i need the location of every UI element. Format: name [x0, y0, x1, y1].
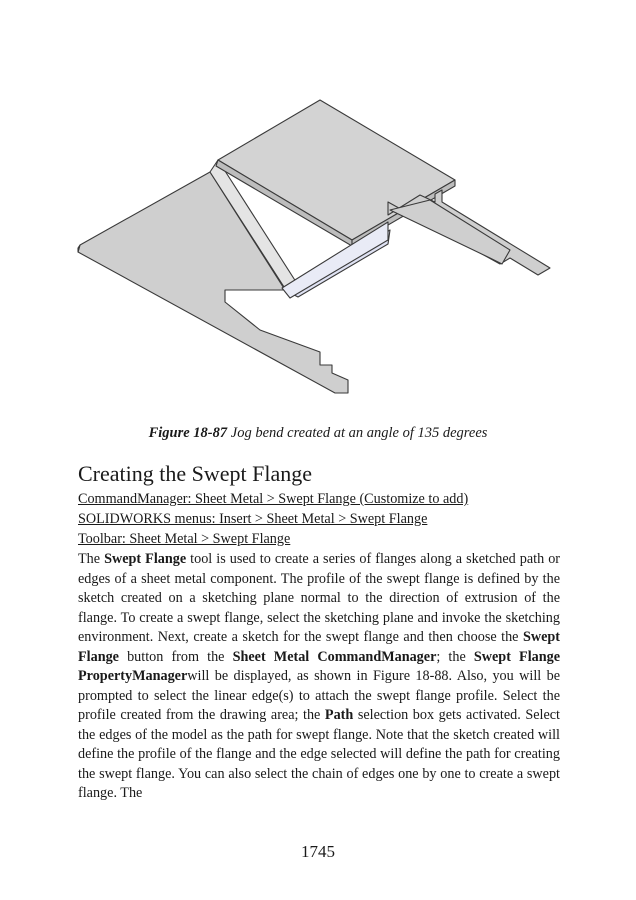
access-paths — [78, 489, 468, 549]
section-title: Creating the Swept Flange — [78, 461, 313, 486]
body-text-1: The — [78, 551, 105, 567]
body-bold-swept-flange-2: Swept Flange — [78, 629, 560, 665]
body-bold-path: Path — [324, 707, 354, 723]
figure-label: Figure 18-87 — [148, 425, 228, 441]
body-bold-propertymanager: Swept Flange PropertyManager — [78, 648, 561, 684]
figure-caption — [0, 425, 636, 442]
body-text-2: tool is used to create a series of flanges along a sketched path or edges of a sheet metal component. The profile of the swept flange is defined by the sketch created on a sketching plane normal to the direction of extrusion of the flange. To create a swept flange, select the sketching plane and invoke the sketching environment. Next, create a sketch for the swept flange and then choose the — [78, 551, 561, 645]
jog-bend-figure — [70, 90, 570, 410]
body-text-5: will be displayed, as shown in Figure 18-88. Also, you will be prompted to select the linear edge(s) to attach the swept flange profile. Select the profile created from the drawing area; the — [78, 668, 560, 723]
body-paragraph — [78, 550, 560, 804]
access-path-commandmanager: CommandManager: Sheet Metal > Swept Flange (Customize to add) — [78, 491, 469, 507]
body-text-3: button from the — [118, 648, 233, 665]
figure-caption-text: Jog bend created at an angle of 135 degrees — [230, 425, 488, 441]
access-path-toolbar: Toolbar: Sheet Metal > Swept Flange — [78, 531, 291, 547]
body-bold-swept-flange-1: Swept Flange — [104, 551, 187, 567]
access-path-menus: SOLIDWORKS menus: Insert > Sheet Metal > Swept Flange — [78, 511, 428, 527]
body-bold-commandmanager: Sheet Metal CommandManager — [232, 648, 437, 665]
page-number: 1745 — [301, 842, 335, 861]
body-text-6: selection box gets activated. Select the edges of the model as the path for swept flange. Note that the sketch created will define the profile of the flange and the edge selected will define the path for creating the swept flange. You can also select the chain of edges one by one to create a swept flange. The — [78, 707, 560, 801]
body-text-4: ; the — [436, 648, 474, 665]
